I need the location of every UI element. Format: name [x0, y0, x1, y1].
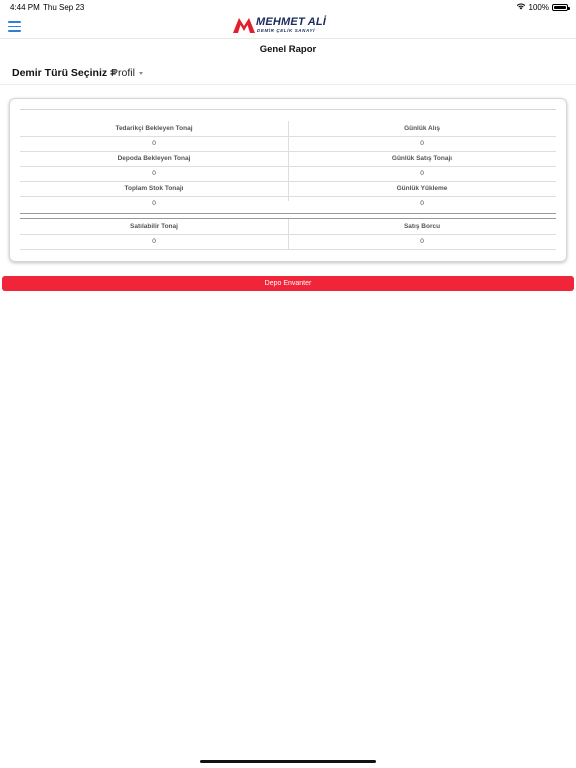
battery-level: [554, 6, 566, 9]
hamburger-menu-icon[interactable]: [8, 21, 21, 32]
status-bar: [0, 0, 576, 14]
nav-bar: [0, 14, 576, 39]
logo-title: MEHMET ALİ: [256, 16, 327, 28]
logo-mark-icon: [232, 16, 256, 34]
column-divider: [288, 219, 289, 250]
report-label: Tedarikçi Bekleyen Tonaj: [115, 125, 193, 132]
logo-subtitle: DEMİR ÇELİK SANAYİ: [257, 28, 315, 33]
status-date: Thu Sep 23: [43, 3, 85, 12]
column-divider: [288, 121, 289, 201]
report-value: 0: [420, 200, 424, 207]
report-value: 0: [152, 170, 156, 177]
report-label: Depoda Bekleyen Tonaj: [117, 155, 191, 162]
report-label: Satış Borcu: [403, 223, 441, 230]
page-title: Genel Rapor: [259, 44, 317, 55]
wifi-icon: [516, 2, 526, 12]
iron-type-label: Demir Türü Seçiniz =: [12, 67, 117, 79]
report-value: 0: [152, 200, 156, 207]
battery-icon: [552, 4, 568, 11]
report-value: 0: [420, 140, 424, 147]
iron-type-selected-value: Profil: [111, 67, 135, 79]
report-label: Günlük Satış Tonajı: [391, 155, 453, 162]
report-label: Toplam Stok Tonajı: [124, 185, 184, 192]
company-logo: [232, 16, 327, 36]
report-value: 0: [152, 238, 156, 245]
iron-type-dropdown[interactable]: [111, 67, 143, 79]
iron-type-selector-row: [0, 63, 576, 85]
report-label: Günlük Yükleme: [396, 185, 448, 192]
report-value: 0: [152, 140, 156, 147]
warehouse-inventory-button[interactable]: Depo Envanter: [2, 276, 574, 291]
report-value: 0: [420, 170, 424, 177]
home-indicator[interactable]: [200, 760, 376, 763]
report-label: Günlük Alış: [404, 125, 440, 132]
report-label: Satılabilir Tonaj: [130, 223, 178, 230]
card-divider: [20, 109, 556, 110]
battery-percentage: 100%: [528, 2, 549, 12]
report-card: [9, 98, 567, 262]
battery-tip: [568, 7, 570, 10]
status-indicators: [516, 2, 568, 12]
section-divider: [20, 213, 556, 214]
status-time: 4:44 PM: [10, 3, 40, 12]
report-value: 0: [420, 238, 424, 245]
dropdown-arrow-icon: [139, 72, 143, 75]
